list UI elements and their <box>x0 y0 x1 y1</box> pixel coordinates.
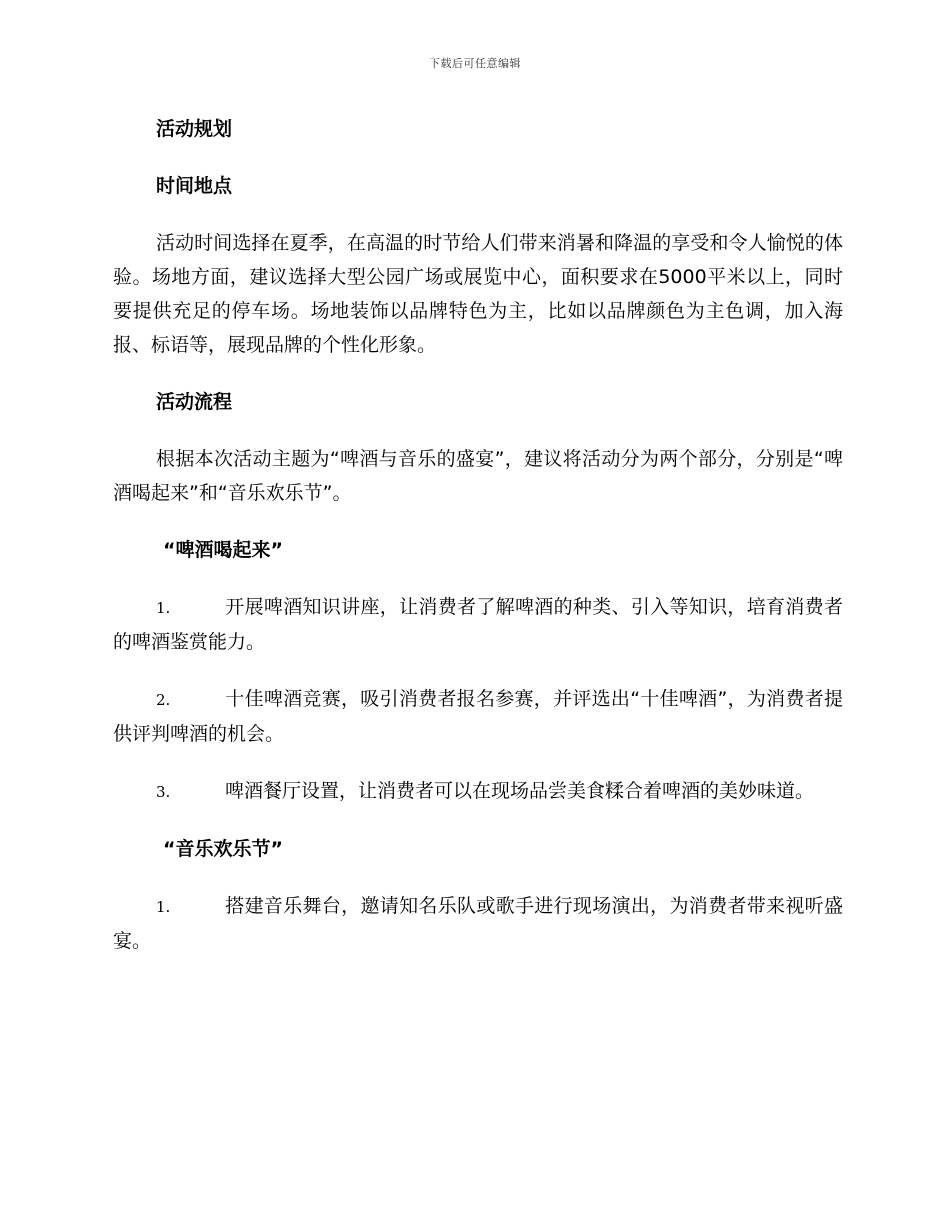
beer-list-item <box>113 774 843 809</box>
time-place-paragraph: 活动时间选择在夏季，在高温的时节给人们带来消暑和降温的享受和令人愉悦的体验。场地方面，建议选择大型公园广场或展览中心，面积要求在5000平米以上，同时要提供充足的停车场。场地装饰以品牌特色为主，比如以品牌颜色为主色调，加入海报、标语等，展现品牌的个性化形象。 <box>113 232 843 356</box>
beer-heading: “啤酒喝起来” <box>163 539 283 561</box>
list-text: 开展啤酒知识讲座，让消费者了解啤酒的种类、引入等知识，培育消费者的啤酒鉴赏能力。 <box>113 596 843 653</box>
section-title: 活动规划 <box>156 118 233 140</box>
process-paragraph: 根据本次活动主题为“啤酒与音乐的盛宴”，建议将活动分为两个部分，分别是“啤酒喝起来”和“音乐欢乐节”。 <box>113 448 843 504</box>
music-list-item <box>113 889 843 958</box>
list-text: 啤酒餐厅设置，让消费者可以在现场品尝美食糅合着啤酒的美妙味道。 <box>225 780 815 802</box>
list-number: 2. <box>156 691 171 709</box>
time-place-heading: 时间地点 <box>156 175 233 197</box>
list-text: 十佳啤酒竞赛，吸引消费者报名参赛，并评选出“十佳啤酒”，为消费者提供评判啤酒的机会。 <box>113 688 843 745</box>
document-content <box>113 112 843 981</box>
process-heading: 活动流程 <box>156 391 233 413</box>
beer-list-item <box>113 682 843 751</box>
music-heading: “音乐欢乐节” <box>163 838 283 860</box>
list-text: 搭建音乐舞台，邀请知名乐队或歌手进行现场演出，为消费者带来视听盛宴。 <box>113 895 843 952</box>
list-number: 1. <box>156 599 171 617</box>
list-number: 3. <box>156 783 171 801</box>
header-note: 下载后可任意编辑 <box>429 57 521 70</box>
list-number: 1. <box>156 898 171 916</box>
beer-list-item <box>113 590 843 659</box>
